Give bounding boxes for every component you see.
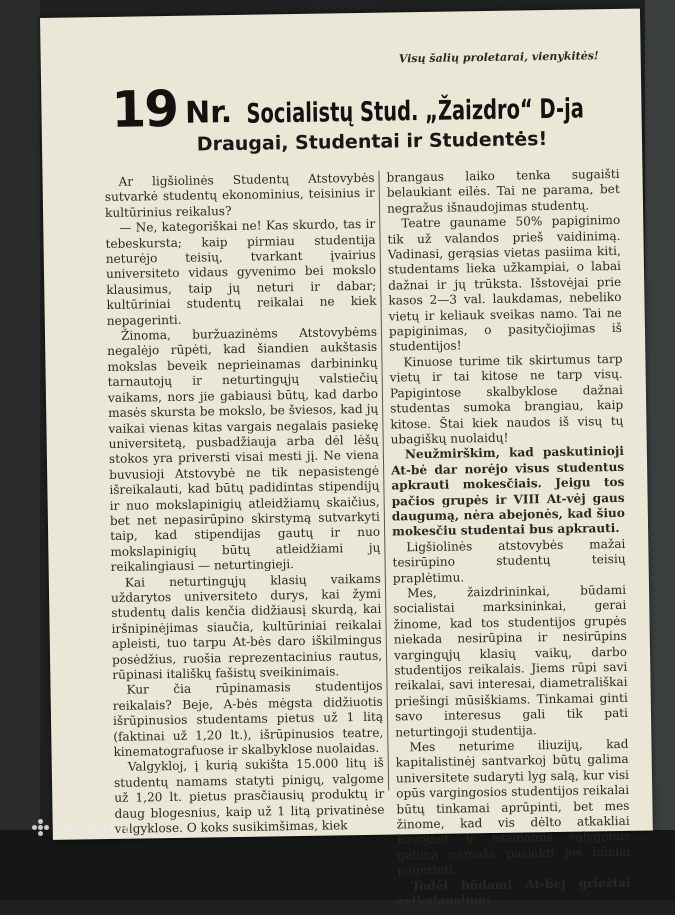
- left-column: [104, 171, 384, 838]
- snowflake-icon: [32, 819, 50, 837]
- paragraph: — Ne, kategoriškai ne! Kas skurdo, tas ir tebeskursta; kaip pirmiau studentija neturėjo teisių, tvarkant įvairius universiteto vidaus gyvenimo bei mokslo klausimus, taip jų neturi ir dabar; kultūriniai studentų reikalai ne kiek nepagerinti.: [105, 216, 377, 328]
- paragraph-emphasis: Neužmirškim, kad paskutinioji At-bė dar norėjo visus studentus apkrauti mokesčiais. Jeigu tos pačios grupės ir VIII At-vėj gaus daugumą, nėra abejonės, kad šiuo mokesčiu studentai bus apkrauti.: [391, 444, 625, 539]
- issue-number: 19: [110, 79, 178, 139]
- background-left: [0, 0, 40, 900]
- paragraph: Kinuose turime tik skirtumus tarp vietų ir tai kitose ne tarp visų. Papigintose skalbyklose dažnai studentas sumoka brangiau, kaip kitose. Štai kiek naudos iš visų tų ubagiškų nuolaidų!: [389, 351, 624, 447]
- paragraph: Valgykloj, į kurią sukišta 15.000 litų iš studentų namams statyti pinigų, valgome už 1,20 lt. pietus prasčiausių produktų ir daug blogesnius, kaip už 1 litą privatinėse valgyklose. O koks susikimšimas, kiek: [113, 756, 385, 836]
- paragraph: Kur čia rūpinamasis studentijos reikalais? Beje, A-bės mėgsta didžiuotis išrūpinusios studentams pietus už 1 litą (faktinai už 1,20 lt.), išrūpinusios teatre, kinematografuose ir skalbyklose nuolaidas.: [112, 679, 384, 759]
- organization-name: Socialistų Stud. „Žaizdro“ D-ja: [245, 93, 584, 130]
- paragraph: Ar ligšiolinės Studentų Atstovybės sutvarkė studentų ekonominius, teisinius ir kultūrinius reikalus?: [104, 170, 375, 220]
- paragraph: brangaus laiko tenka sugaišti belaukiant eilės. Tai ne parama, bet negražus išnaudojimas studentų.: [386, 166, 620, 216]
- paragraph: Kai neturtingųjų klasių vaikams uždarytos universiteto durys, kai žymi studentų dalis kenčia didžiausį skurdą, kai iršnipinėjimas siaučia, kultūriniai reikalai apleisti, tuo tarpu At-bės daro iškilmingus posėdžius, ruošia reprezentacinius rautus, rūpinasi itališkų fašistų sveikinimais.: [111, 571, 383, 682]
- right-column: [386, 167, 631, 910]
- issue-abbr: Nr.: [184, 94, 233, 131]
- paragraph: Teatre gaunamе 50% papiginimo tik už valandos prieš vaidinimą. Vadinasi, gerąsias vietas pasiima kiti, studentams lieka užkampiai, o labai dažnai ir jų trūksta. Išstovėjai prie kasos 2—3 val. laukdamas, nebeliko vietų ir keliauk sveikas namo. Tai ne papiginimas, o pasityčiojimas iš studentijos!: [387, 213, 623, 355]
- paragraph: Ligšiolinės atstovybės mažai tesirūpino studentų teisių praplėtimu.: [392, 536, 626, 586]
- paragraph: Mes, žaizdrininkai, būdami socialistai marksininkai, gerai žinome, kad tos studentijos grupės niekada nesirūpina ir nesirūpins vargingųjų klasių vaikų, darbo studentijos reikalais. Jiems rūpi savi reikalai, savi interesai, diametrališkai priešingi mūsiškiams. Tinkamai ginti savo interesus gali tik pati neturtingoji studentija.: [393, 582, 629, 740]
- watermark-text: skelbiu.lt: [54, 818, 131, 838]
- masthead: [110, 57, 632, 139]
- leaflet-page: [40, 9, 653, 909]
- paragraph: Mes neturime iliuzijų, kad kapitalistinėj santvarkoj būtų galima universitete sudaryti lyg salą, kur visi opūs vargingosios studentijos reikalai būtų tinkamai aprūpinti, bet mes žinome, kad vis dėlto atkakliai kovojant ir esamomis sąlygomis galima nemaža pasiekti jos būklei pagerinti.: [395, 736, 631, 878]
- motto: Visų šalių proletarai, vienykitės!: [398, 49, 599, 66]
- paragraph: Žinoma, buržuazinėms Atstovybėms negalėjo rūpėti, kad šiandien aukštasis mokslas beveik neprieinamas darbininkų tarnautojų ir neturtingųjų valstiečių vaikams, nors jie gabiausi būtų, kad darbo masės skursta be mokslo, be šviesos, kad jų vaikai vienas kitas vargais negalais pasiekę universitetą, pusbadžiaujа arba dėl lėšų stokos yra priversti visai mesti jį. Ne viena buvusioji Atstovybė ne tik nepasistengė išreikalauti, kad būtų padidintas stipendijų ir nuo mokslapinigių atleidžiamų skaičius, bet net nepasirūpino skirstymą sutvarkyti taip, kad stipendijas gautų ir nuo mokslapinigių būtų atleidžiami jų reikalingiausi — neturtingieji.: [107, 324, 381, 575]
- paragraph-closing: Todėl būdami At-bėj griežtai reikalausime:: [397, 875, 631, 909]
- watermark: [32, 818, 130, 838]
- headline: Draugai, Studentai ir Studentės!: [196, 128, 548, 156]
